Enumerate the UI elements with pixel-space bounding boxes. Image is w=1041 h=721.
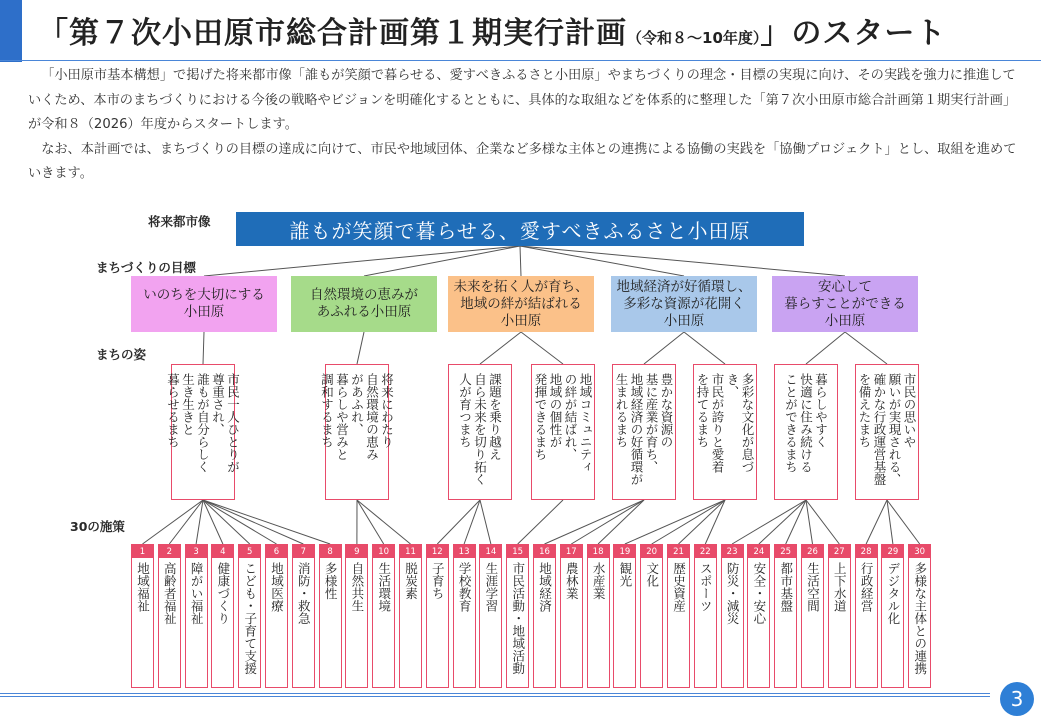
town-vision-1 (165, 364, 241, 500)
goal-3: 未来を拓く人が育ち、 地域の絆が結ばれる 小田原 (448, 276, 594, 332)
measure-name: 都市基盤 (778, 562, 794, 612)
measure-name: 歴史資産 (671, 562, 687, 612)
measure-number: 6 (266, 545, 287, 558)
measure-number: 2 (159, 545, 180, 558)
vision-to-measure-line (169, 500, 203, 544)
vision-to-goal-line (520, 246, 845, 276)
vision-to-measure-line (437, 500, 480, 544)
town-vision-7 (774, 364, 838, 500)
measure-number: 5 (239, 545, 260, 558)
measure-number: 23 (722, 545, 743, 558)
vision-to-measure-line (464, 500, 480, 544)
measure-number: 17 (561, 545, 582, 558)
measure-name: 観光 (617, 562, 633, 587)
vision-to-measure-line (357, 500, 384, 544)
vision-to-measure-line (571, 500, 644, 544)
vision-to-measure-line (203, 500, 303, 544)
measure-number: 4 (212, 545, 233, 558)
goal-to-vision-line (203, 332, 204, 364)
future-city-vision: 誰もが笑顔で暮らせる、愛すべきふるさと小田原 (236, 212, 804, 246)
vision-to-measure-line (203, 500, 330, 544)
vision-to-measure-line (679, 500, 726, 544)
measure-name: 多様性 (323, 562, 339, 600)
measure-name: 消防・救急 (296, 562, 312, 625)
goal-to-vision-line (845, 332, 887, 364)
town-visions-label: まちの姿 (96, 347, 147, 362)
measure-number: 30 (909, 545, 930, 558)
goal-5: 安心して 暮らすことができる 小田原 (772, 276, 918, 332)
measure-name: スポーツ (698, 562, 714, 612)
measure-name: 上下水道 (832, 562, 848, 612)
measure-17 (560, 544, 583, 688)
measure-name: 地域経済 (537, 562, 553, 612)
vision-to-goal-line (364, 246, 520, 276)
measure-6 (265, 544, 288, 688)
measure-22 (694, 544, 717, 688)
measure-number: 9 (346, 545, 367, 558)
measure-name: 高齢者福祉 (162, 562, 178, 625)
vision-to-measure-line (866, 500, 887, 544)
vision-to-measure-line (203, 500, 250, 544)
measure-24 (747, 544, 770, 688)
measure-name: こども・子育て支援 (242, 562, 258, 675)
footer-divider (0, 693, 990, 697)
measure-number: 10 (373, 545, 394, 558)
measure-name: 安全・安心 (751, 562, 767, 625)
measure-16 (533, 544, 556, 688)
measure-5 (238, 544, 261, 688)
measure-4 (211, 544, 234, 688)
measure-number: 21 (668, 545, 689, 558)
measure-23 (721, 544, 744, 688)
measure-8 (319, 544, 342, 688)
measure-7 (292, 544, 315, 688)
measure-20 (640, 544, 663, 688)
measure-name: 行政経営 (859, 562, 875, 612)
measure-30 (908, 544, 931, 688)
measure-28 (855, 544, 878, 688)
measure-1 (131, 544, 154, 688)
measure-number: 8 (320, 545, 341, 558)
measure-29 (881, 544, 904, 688)
measure-number: 15 (507, 545, 528, 558)
measure-13 (453, 544, 476, 688)
measure-name: 健康づくり (215, 562, 231, 625)
measure-9 (345, 544, 368, 688)
measure-21 (667, 544, 690, 688)
measure-name: 地域医療 (269, 562, 285, 612)
measure-27 (828, 544, 851, 688)
measure-name: 水産業 (591, 562, 607, 600)
measure-name: 多様な主体との連携 (912, 562, 928, 675)
measure-name: 地域福祉 (135, 562, 151, 612)
title-subtitle: （令和８～10年度） (627, 29, 761, 47)
measure-number: 12 (427, 545, 448, 558)
measure-number: 7 (293, 545, 314, 558)
vision-to-measure-line (806, 500, 839, 544)
vision-to-goal-line (204, 246, 520, 276)
town-vision-text: 市民の思いや 願いが実現される、 確かな行政運営基盤 を備えたまち (857, 373, 917, 486)
measure-number: 3 (186, 545, 207, 558)
measure-number: 29 (882, 545, 903, 558)
vision-label: 将来都市像 (148, 214, 211, 229)
town-vision-text: 多彩な文化が息づき、 市民が誇りと愛着 を持てるまち (695, 373, 755, 473)
measure-2 (158, 544, 181, 688)
vision-to-goal-line (520, 246, 521, 276)
measure-name: 生活環境 (376, 562, 392, 612)
measure-12 (426, 544, 449, 688)
goal-to-vision-line (521, 332, 563, 364)
measure-3 (185, 544, 208, 688)
goal-to-vision-line (644, 332, 684, 364)
town-vision-4 (531, 364, 595, 500)
intro-paragraph-2: なお、本計画では、まちづくりの目標の達成に向けて、市民や地域団体、企業など多様な主体との連携による協働の実践を「協働プロジェクト」とし、取組を進めていきます。 (28, 141, 1017, 181)
measure-name: 文化 (644, 562, 660, 587)
intro-paragraph-1: 「小田原市基本構想」で掲げた将来都市像「誰もが笑顔で暮らせる、愛すべきふるさと小田原」やまちづくりの理念・目標の実現に向け、その実践を強力に推進していくため、本市のまちづくりにおける今後の戦略やビジョンを明確化するとともに、具体的な取組などを体系的に整理した「第７次小田原市総合計画第１期実行計画」が令和８（2026）年度からスタートします。 (28, 68, 1017, 132)
measure-number: 24 (748, 545, 769, 558)
measure-name: 防災・減災 (725, 562, 741, 625)
goal-2: 自然環境の恵みが あふれる小田原 (291, 276, 437, 332)
town-vision-text: 豊かな資源の 基に産業が育ち、 地域経済の好循環が 生まれるまち (614, 373, 674, 486)
town-vision-8 (855, 364, 919, 500)
title-main: 「第７次小田原市総合計画第１期実行計画 (38, 16, 627, 51)
measure-number: 27 (829, 545, 850, 558)
measure-25 (774, 544, 797, 688)
vision-to-measure-line (143, 500, 204, 544)
measure-name: 脱炭素 (403, 562, 419, 600)
measure-number: 13 (454, 545, 475, 558)
page-number: 3 (1000, 682, 1034, 716)
measure-number: 1 (132, 545, 153, 558)
measure-number: 11 (400, 545, 421, 558)
measure-26 (801, 544, 824, 688)
measure-name: 障がい福祉 (189, 562, 205, 625)
measure-name: デジタル化 (885, 562, 901, 625)
goal-to-vision-line (806, 332, 845, 364)
vision-to-measure-line (598, 500, 644, 544)
goal-4: 地域経済が好循環し、 多彩な資源が花開く 小田原 (611, 276, 757, 332)
vision-to-measure-line (545, 500, 645, 544)
town-vision-6 (693, 364, 757, 500)
measure-name: 自然共生 (349, 562, 365, 612)
town-vision-2 (319, 364, 395, 500)
measure-number: 28 (856, 545, 877, 558)
goals-label: まちづくりの目標 (96, 260, 196, 275)
measure-15 (506, 544, 529, 688)
vision-to-goal-line (520, 246, 684, 276)
measure-10 (372, 544, 395, 688)
vision-to-measure-line (759, 500, 806, 544)
measure-name: 生活空間 (805, 562, 821, 612)
measure-name: 学校教育 (457, 562, 473, 612)
measure-19 (613, 544, 636, 688)
measure-number: 20 (641, 545, 662, 558)
measure-14 (479, 544, 502, 688)
measure-number: 22 (695, 545, 716, 558)
vision-to-measure-line (625, 500, 725, 544)
measures-label: 30の施策 (70, 519, 125, 534)
goal-to-vision-line (684, 332, 725, 364)
vision-to-measure-line (357, 500, 411, 544)
town-vision-text: 将来にわたり 自然環境の恵み があふれ、 暮らしや営みと 調和するまち (319, 373, 395, 461)
town-vision-text: 市民一人ひとりが 尊重され、 誰もが自分らしく 生き生きと 暮らせるまち (165, 373, 241, 473)
goal-1: いのちを大切にする 小田原 (131, 276, 277, 332)
title-end: 」のスタート (760, 16, 947, 51)
measure-name: 生涯学習 (483, 562, 499, 612)
measure-number: 16 (534, 545, 555, 558)
measure-number: 26 (802, 545, 823, 558)
town-vision-text: 暮らしやすく 快適に住み続ける ことができるまち (783, 373, 829, 473)
vision-to-measure-line (518, 500, 563, 544)
goal-to-vision-line (357, 332, 364, 364)
town-vision-3 (448, 364, 512, 500)
town-vision-5 (612, 364, 676, 500)
vision-to-measure-line (480, 500, 491, 544)
town-vision-text: 課題を乗り越え 自ら未来を切り拓く 人が育つまち (457, 373, 503, 486)
goal-to-vision-line (480, 332, 521, 364)
town-vision-text: 地域コミュニティ の絆が結ばれ、 地域の個性が 発揮できるまち (533, 373, 593, 473)
vision-to-measure-line (196, 500, 203, 544)
measure-number: 19 (614, 545, 635, 558)
measure-name: 子育ち (430, 562, 446, 600)
measure-name: 農林業 (564, 562, 580, 600)
vision-to-measure-line (652, 500, 725, 544)
measure-number: 18 (588, 545, 609, 558)
measure-number: 25 (775, 545, 796, 558)
measure-11 (399, 544, 422, 688)
vision-to-measure-line (705, 500, 725, 544)
vision-to-measure-line (732, 500, 806, 544)
measure-18 (587, 544, 610, 688)
measure-number: 14 (480, 545, 501, 558)
vision-to-measure-line (203, 500, 223, 544)
measure-name: 市民活動・地域活動 (510, 562, 526, 675)
